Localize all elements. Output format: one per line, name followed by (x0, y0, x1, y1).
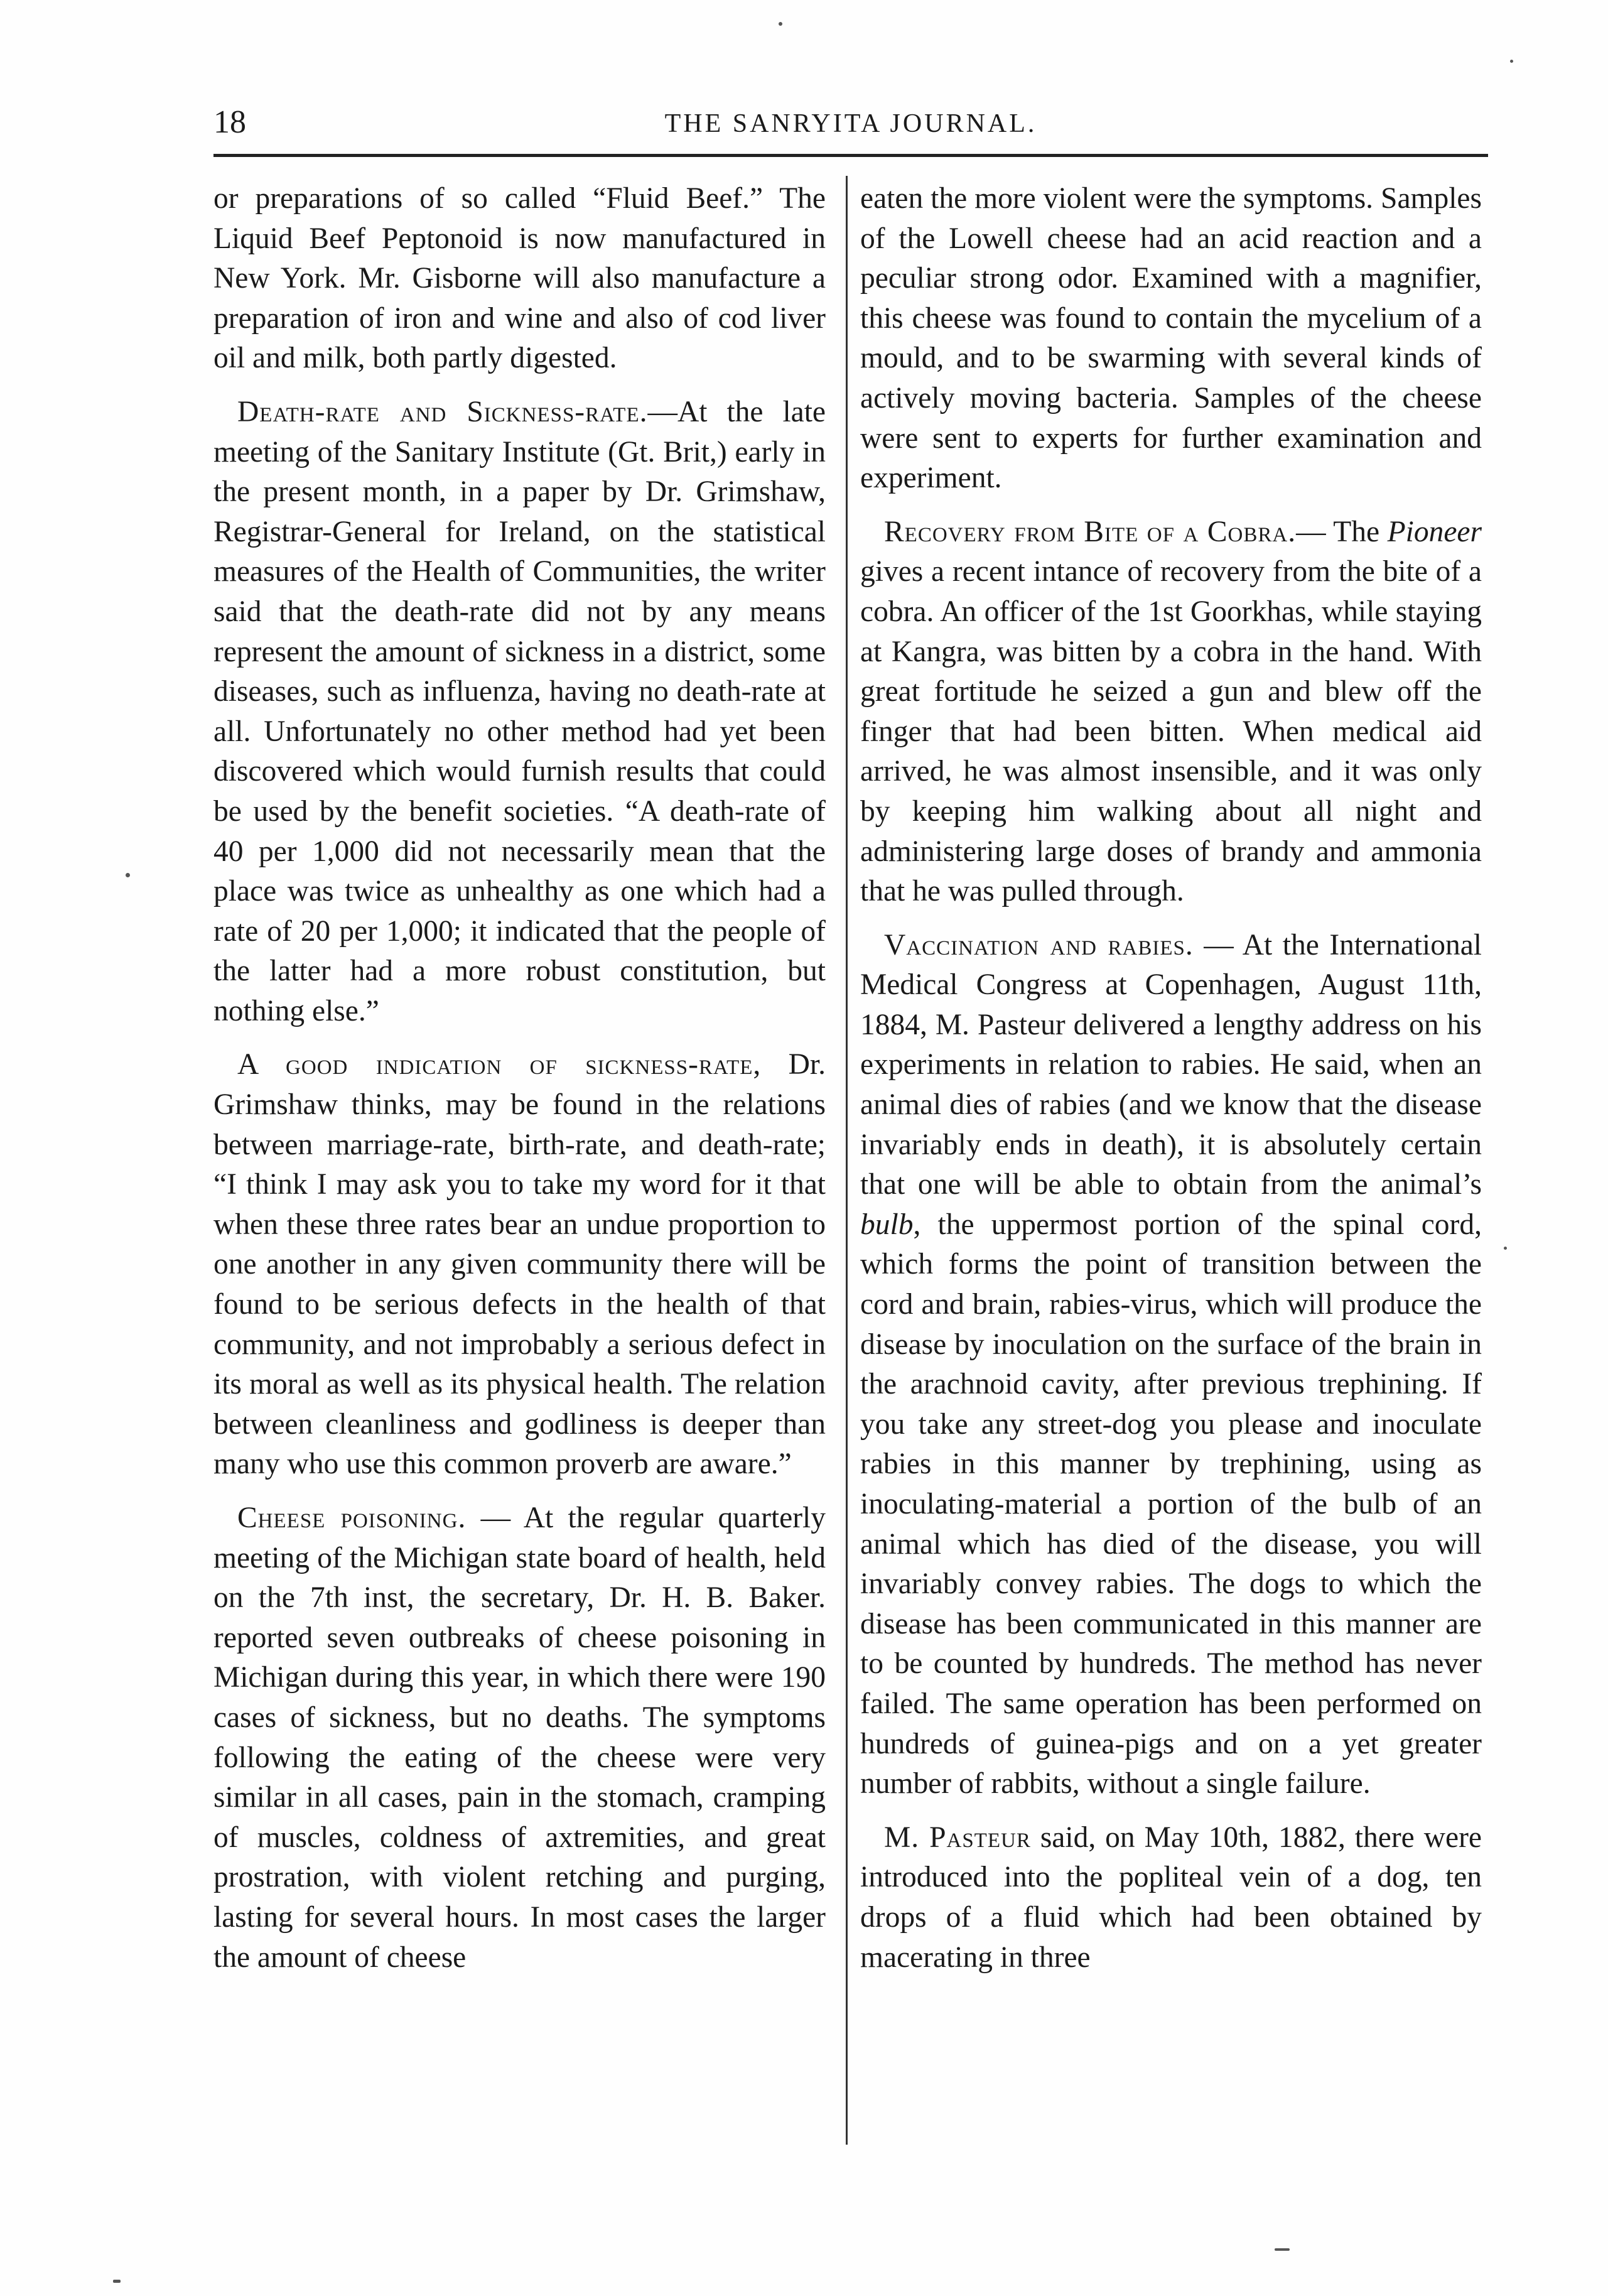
section-heading-cobra: Recovery from Bite of a Cobra. (884, 515, 1297, 548)
paragraph-text: —At the late meeting of the Sanitary Institute (Gt. Brit,) early in the present month, in a paper by Dr. Grimshaw, Registrar-General for Ireland, on the statistical measures of the Health of Communities, the writer said that the death-rate did not by any means represent the amount of sickness in a district, some diseases, such as influenza, having no death-rate at all. Unfortunately no other method had yet been discovered which would furnish results that could be used by the benefit societies. “A death-rate of 40 per 1,000 did not necessarily mean that the place was twice as unhealthy as one which had a rate of 20 per 1,000; it indicated that the people of the latter had a more robust constitution, but nothing else.” (213, 395, 826, 1027)
scan-speck (1504, 1247, 1507, 1250)
paragraph-cheese-continued: eaten the more violent were the symptoms. Samples of the Lowell cheese had an acid reaction and a peculiar strong odor. Examined with a magnifier, this cheese was found to contain the mycelium of a mould, and to be swarming with several kinds of actively moving bacteria. Samples of the cheese were sent to experts for further examination and experiment. (860, 182, 1482, 495)
paragraph-fluid-beef: or preparations of so called “Fluid Beef.” The Liquid Beef Peptonoid is now manufactured in New York. Mr. Gisborne will also manufacture a preparation of iron and wine and also of cod liver oil and milk, both partly digested. (213, 182, 826, 375)
page-number: 18 (213, 104, 246, 140)
left-column (213, 179, 826, 1991)
scan-speck (1275, 2248, 1290, 2251)
running-header (213, 104, 1488, 148)
journal-title: THE SANRYITA JOURNAL. (664, 109, 1037, 138)
paragraph-vaccination (860, 926, 1482, 1804)
paragraph-text: said, on May 10th, 1882, there were introduced into the popliteal vein of a dog, ten drops of a fluid which had been obtained by macerating in three (860, 1821, 1482, 1974)
right-column (860, 179, 1482, 1991)
paragraph-text: — At the International Medical Congress at Copenhagen, August 11th, 1884, M. Pasteur delivered a lengthy address on his experiments in relation to rabies. He said, when an animal dies of rabies (and we know that the disease invariably ends in death), it is absolutely certain that one will be able to obtain from the animal’s (860, 928, 1482, 1201)
header-rule (213, 154, 1488, 157)
paragraph-cobra (860, 512, 1482, 912)
paragraph-death-rate (213, 393, 826, 1032)
section-heading-cheese-poisoning: Cheese poisoning. (237, 1502, 467, 1534)
paragraph-cheese-poisoning (213, 1498, 826, 1978)
scan-speck (113, 2280, 121, 2283)
section-heading-vaccination: Vaccination and rabies. (884, 928, 1194, 961)
paragraph-text: , the uppermost portion of the spinal cord, which forms the point of transition between the cord and brain, rabies-virus, which will produce the disease by inoculation on the surface of the brain in the arachnoid cavity, after previous trephining. If you take any street-dog you please and inoculate rabies in this manner by trephining, using as inoculating-material a portion of the bulb of an animal which has died of the disease, you will invariably convey rabies. The dogs to which the disease has been communicated in this manner are to be counted by hundreds. The method has never failed. The same operation has been performed on hundreds of guinea-pigs and on a yet greater number of rabbits, without a single failure. (860, 1208, 1482, 1801)
section-heading-sickness-indication: A good indication of sickness-rate, (237, 1048, 762, 1081)
paragraph-text: gives a recent intance of recovery from the bite of a cobra. An officer of the 1st Goorkhas, while staying at Kangra, was bitten by a cobra in the hand. With great fortitude he seized a gun and blew off the finger that had been bitten. When medical aid arrived, he was almost insensible, and it was only by keeping him walking about all night and administering large doses of brandy and ammonia that he was pulled through. (860, 555, 1482, 908)
italic-term: bulb (860, 1208, 914, 1241)
paragraph-sickness-rate (213, 1045, 826, 1485)
paragraph-text: Dr. Grimshaw thinks, may be found in the relations between marriage-rate, birth-rate, and death-rate; “I think I may ask you to take my word for it that when these three rates bear an undue proportion to one another in any given community there will be found to be serious defects in the health of that community, and not improbably a serious defect in its moral as well as its physical health. The relation between cleanliness and godliness is deeper than many who use this common proverb are aware.” (213, 1048, 826, 1481)
italic-term: Pioneer (1387, 515, 1482, 548)
scan-speck (1510, 60, 1513, 63)
section-heading-death-rate: Death-rate and Sickness-rate. (237, 395, 648, 428)
paragraph-text: — At the regular quarterly meeting of the Michigan state board of health, held on the 7th inst, the secretary, Dr. H. B. Baker. reported seven outbreaks of cheese poisoning in Michigan during this year, in which there were 190 cases of sickness, but no deaths. The symptoms following the eating of the cheese were very similar in all cases, pain in the stomach, cramping of muscles, coldness of axtremities, and great prostration, with violent retching and purging, lasting for several hours. In most cases the larger the amount of cheese (213, 1502, 826, 1974)
scan-speck (779, 22, 782, 26)
scan-speck (126, 873, 130, 877)
paragraph-pasteur (860, 1818, 1482, 1978)
section-heading-pasteur: M. Pasteur (884, 1821, 1031, 1854)
paragraph-text: — The (1296, 515, 1388, 548)
column-divider (846, 176, 848, 2145)
